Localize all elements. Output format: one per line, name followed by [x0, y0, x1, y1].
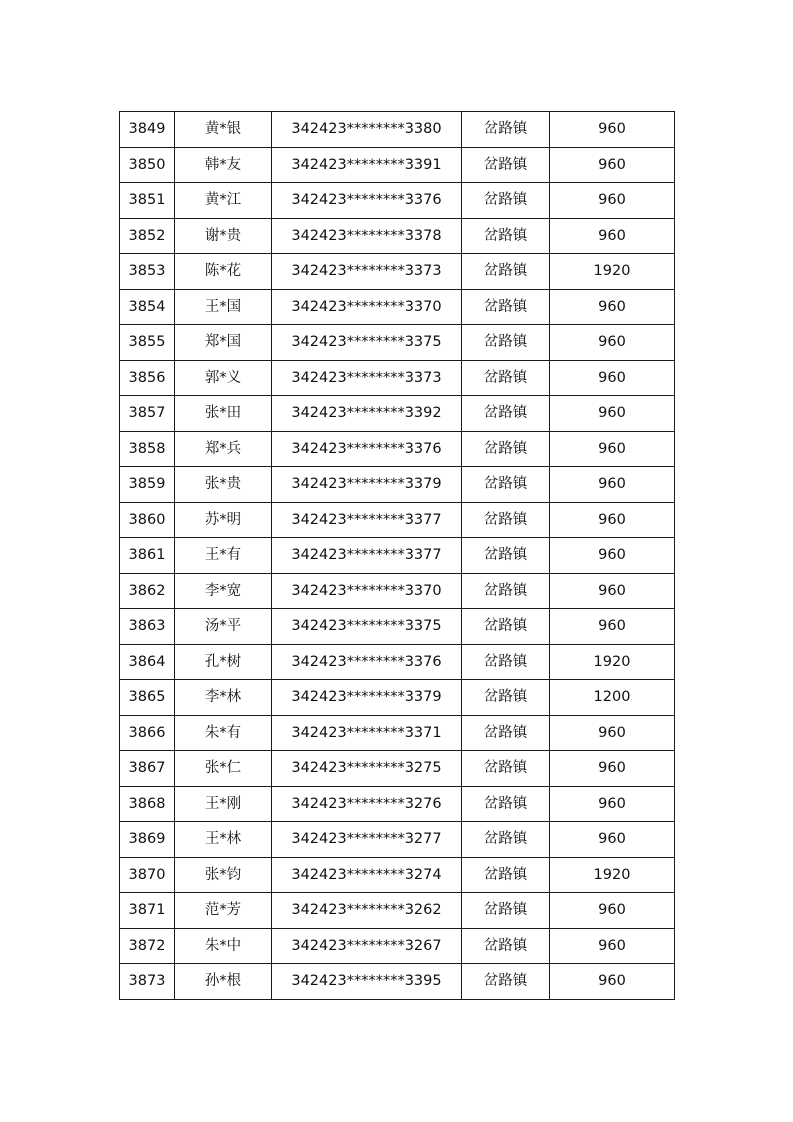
cell-id-number: 342423********3370	[272, 573, 462, 609]
cell-id-number: 342423********3392	[272, 396, 462, 432]
table-body	[120, 112, 675, 1000]
cell-id-number: 342423********3378	[272, 218, 462, 254]
cell-id-number: 342423********3370	[272, 289, 462, 325]
cell-town: 岔路镇	[462, 893, 550, 929]
cell-amount: 960	[550, 289, 675, 325]
cell-id-number: 342423********3375	[272, 609, 462, 645]
cell-id-number: 342423********3376	[272, 183, 462, 219]
cell-town: 岔路镇	[462, 325, 550, 361]
cell-town: 岔路镇	[462, 396, 550, 432]
table-row	[120, 573, 675, 609]
cell-serial-number: 3849	[120, 112, 175, 148]
cell-id-number: 342423********3274	[272, 857, 462, 893]
cell-name: 郑*兵	[175, 431, 272, 467]
cell-name: 孙*根	[175, 964, 272, 1000]
cell-amount: 1920	[550, 857, 675, 893]
cell-amount: 1920	[550, 254, 675, 290]
cell-id-number: 342423********3375	[272, 325, 462, 361]
cell-name: 谢*贵	[175, 218, 272, 254]
cell-serial-number: 3864	[120, 644, 175, 680]
cell-id-number: 342423********3275	[272, 751, 462, 787]
cell-name: 张*贵	[175, 467, 272, 503]
cell-name: 王*林	[175, 822, 272, 858]
cell-id-number: 342423********3267	[272, 928, 462, 964]
cell-name: 张*仁	[175, 751, 272, 787]
table-row	[120, 502, 675, 538]
cell-serial-number: 3868	[120, 786, 175, 822]
cell-amount: 960	[550, 893, 675, 929]
table-row	[120, 822, 675, 858]
cell-amount: 960	[550, 325, 675, 361]
cell-id-number: 342423********3373	[272, 254, 462, 290]
cell-amount: 960	[550, 396, 675, 432]
cell-serial-number: 3871	[120, 893, 175, 929]
cell-id-number: 342423********3377	[272, 502, 462, 538]
table-row	[120, 751, 675, 787]
cell-serial-number: 3861	[120, 538, 175, 574]
cell-name: 张*田	[175, 396, 272, 432]
table-row	[120, 609, 675, 645]
cell-town: 岔路镇	[462, 715, 550, 751]
cell-name: 郭*义	[175, 360, 272, 396]
table-row	[120, 254, 675, 290]
cell-town: 岔路镇	[462, 751, 550, 787]
table-row	[120, 147, 675, 183]
cell-serial-number: 3854	[120, 289, 175, 325]
cell-town: 岔路镇	[462, 786, 550, 822]
cell-name: 孔*树	[175, 644, 272, 680]
cell-town: 岔路镇	[462, 680, 550, 716]
cell-amount: 960	[550, 112, 675, 148]
table-row	[120, 396, 675, 432]
cell-name: 黄*银	[175, 112, 272, 148]
cell-town: 岔路镇	[462, 822, 550, 858]
cell-name: 汤*平	[175, 609, 272, 645]
cell-serial-number: 3857	[120, 396, 175, 432]
cell-amount: 1920	[550, 644, 675, 680]
cell-name: 郑*国	[175, 325, 272, 361]
cell-id-number: 342423********3376	[272, 644, 462, 680]
data-table	[119, 111, 675, 1000]
cell-amount: 960	[550, 822, 675, 858]
cell-town: 岔路镇	[462, 467, 550, 503]
cell-name: 王*刚	[175, 786, 272, 822]
cell-amount: 960	[550, 751, 675, 787]
cell-name: 李*宽	[175, 573, 272, 609]
cell-amount: 960	[550, 467, 675, 503]
table-row	[120, 325, 675, 361]
cell-serial-number: 3855	[120, 325, 175, 361]
table-row	[120, 112, 675, 148]
cell-town: 岔路镇	[462, 112, 550, 148]
cell-amount: 960	[550, 609, 675, 645]
table-row	[120, 857, 675, 893]
cell-amount: 960	[550, 573, 675, 609]
table-row	[120, 715, 675, 751]
table-row	[120, 893, 675, 929]
cell-amount: 960	[550, 431, 675, 467]
cell-amount: 1200	[550, 680, 675, 716]
cell-town: 岔路镇	[462, 964, 550, 1000]
cell-id-number: 342423********3276	[272, 786, 462, 822]
cell-name: 王*有	[175, 538, 272, 574]
cell-id-number: 342423********3376	[272, 431, 462, 467]
cell-amount: 960	[550, 502, 675, 538]
cell-serial-number: 3856	[120, 360, 175, 396]
cell-serial-number: 3862	[120, 573, 175, 609]
cell-id-number: 342423********3277	[272, 822, 462, 858]
cell-town: 岔路镇	[462, 857, 550, 893]
cell-serial-number: 3852	[120, 218, 175, 254]
cell-name: 苏*明	[175, 502, 272, 538]
cell-town: 岔路镇	[462, 360, 550, 396]
table-row	[120, 786, 675, 822]
cell-name: 朱*中	[175, 928, 272, 964]
table-row	[120, 431, 675, 467]
cell-name: 张*钧	[175, 857, 272, 893]
cell-amount: 960	[550, 538, 675, 574]
table-row	[120, 964, 675, 1000]
cell-serial-number: 3851	[120, 183, 175, 219]
cell-id-number: 342423********3380	[272, 112, 462, 148]
cell-name: 陈*花	[175, 254, 272, 290]
cell-town: 岔路镇	[462, 609, 550, 645]
cell-town: 岔路镇	[462, 644, 550, 680]
table-row	[120, 644, 675, 680]
cell-name: 李*林	[175, 680, 272, 716]
cell-amount: 960	[550, 183, 675, 219]
cell-serial-number: 3853	[120, 254, 175, 290]
cell-town: 岔路镇	[462, 218, 550, 254]
cell-id-number: 342423********3379	[272, 467, 462, 503]
table-row	[120, 360, 675, 396]
cell-serial-number: 3858	[120, 431, 175, 467]
cell-town: 岔路镇	[462, 538, 550, 574]
cell-town: 岔路镇	[462, 431, 550, 467]
cell-amount: 960	[550, 786, 675, 822]
cell-serial-number: 3866	[120, 715, 175, 751]
cell-id-number: 342423********3371	[272, 715, 462, 751]
cell-serial-number: 3865	[120, 680, 175, 716]
cell-town: 岔路镇	[462, 147, 550, 183]
cell-town: 岔路镇	[462, 183, 550, 219]
cell-town: 岔路镇	[462, 502, 550, 538]
cell-town: 岔路镇	[462, 254, 550, 290]
cell-amount: 960	[550, 964, 675, 1000]
table-row	[120, 467, 675, 503]
cell-serial-number: 3863	[120, 609, 175, 645]
cell-town: 岔路镇	[462, 289, 550, 325]
cell-name: 黄*江	[175, 183, 272, 219]
cell-id-number: 342423********3379	[272, 680, 462, 716]
cell-amount: 960	[550, 928, 675, 964]
cell-id-number: 342423********3262	[272, 893, 462, 929]
cell-name: 王*国	[175, 289, 272, 325]
table-row	[120, 218, 675, 254]
cell-town: 岔路镇	[462, 573, 550, 609]
cell-serial-number: 3859	[120, 467, 175, 503]
cell-amount: 960	[550, 360, 675, 396]
cell-amount: 960	[550, 147, 675, 183]
cell-serial-number: 3850	[120, 147, 175, 183]
cell-serial-number: 3872	[120, 928, 175, 964]
table-row	[120, 183, 675, 219]
cell-town: 岔路镇	[462, 928, 550, 964]
table-row	[120, 538, 675, 574]
cell-id-number: 342423********3373	[272, 360, 462, 396]
cell-serial-number: 3867	[120, 751, 175, 787]
cell-name: 朱*有	[175, 715, 272, 751]
cell-serial-number: 3870	[120, 857, 175, 893]
cell-amount: 960	[550, 715, 675, 751]
cell-name: 范*芳	[175, 893, 272, 929]
cell-id-number: 342423********3377	[272, 538, 462, 574]
table-row	[120, 928, 675, 964]
cell-amount: 960	[550, 218, 675, 254]
cell-name: 韩*友	[175, 147, 272, 183]
cell-id-number: 342423********3391	[272, 147, 462, 183]
table-row	[120, 680, 675, 716]
cell-serial-number: 3860	[120, 502, 175, 538]
cell-serial-number: 3873	[120, 964, 175, 1000]
cell-serial-number: 3869	[120, 822, 175, 858]
cell-id-number: 342423********3395	[272, 964, 462, 1000]
table-row	[120, 289, 675, 325]
